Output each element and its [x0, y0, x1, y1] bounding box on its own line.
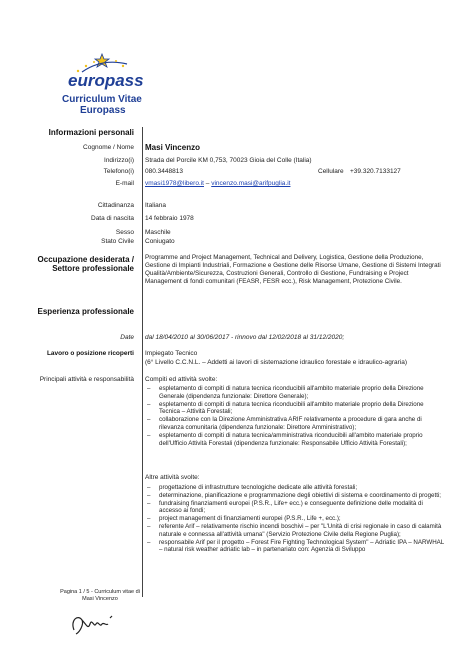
label-attivita: Principali attività e responsabilità — [39, 376, 134, 383]
label-sesso: Sesso — [115, 229, 134, 236]
label-cognome-nome: Cognome / Nome — [83, 144, 134, 151]
occupazione-title-line1: Occupazione desiderata / — [37, 255, 134, 264]
value-lavoro-line1: Impiegato Tecnico — [145, 350, 198, 357]
label-indirizzo: Indirizzo(i) — [104, 157, 134, 164]
column-divider — [142, 127, 143, 597]
email-link-1[interactable]: vmasi1978@libero.it — [145, 180, 204, 187]
label-stato-civile: Stato Civile — [101, 238, 134, 245]
occupazione-text: Programme and Project Management, Technical and Delivery, Logistica, Gestione della Produzione, Gestione di Impianti Industriali, Formazione e Gestione delle Risorse Umane, Gestione di Sistemi Integrati Qualità/Ambiente/Sicurezza, Costruzioni Generali, Controllo di Gestione, Fundraising e Project Management di fondi comunitari (FEASR, FESR ecc.), Risk Management, Protezione Civile. — [145, 254, 441, 285]
altre-intro: Altre attività svolte: — [145, 474, 200, 481]
value-cognome-nome: Masi Vincenzo — [145, 143, 200, 152]
cv-title-line2: Europass — [80, 105, 126, 116]
label-date: Date — [120, 334, 134, 341]
compiti-item-text: espletamento di compiti di natura tecnica/amministrativa riconducibili all'ambito materiale proprio dell'Ufficio Attività Forestali (dipendenza funzionale: Responsabile Ufficio Attività Forestali); — [159, 431, 423, 447]
altre-list — [145, 484, 445, 554]
list-item — [145, 500, 445, 516]
signature — [68, 610, 128, 640]
value-data-nascita: 14 febbraio 1978 — [145, 215, 194, 222]
section-esperienza: Esperienza professionale — [37, 307, 134, 316]
label-cellulare: Cellulare — [318, 168, 344, 175]
cv-title — [62, 94, 142, 116]
europass-logo — [60, 52, 150, 92]
value-lavoro-line2: (6° Livello C.C.N.L. – Addetti ai lavori di sistemazione idraulico forestale e idraulico-agraria) — [145, 359, 407, 366]
compiti-item-text: espletamento di compiti di natura tecnica riconducibili all'ambito materiale proprio della Direzione Tecnica – Attività Forestali; — [159, 400, 424, 416]
altre-item-text: progettazione di infrastrutture tecnologiche dedicate alle attività forestali; — [159, 484, 358, 491]
cv-title-line1: Curriculum Vitae — [62, 94, 142, 105]
value-date: dal 18/04/2010 al 30/06/2017 - rinnovo dal 12/02/2018 al 31/12/2020; — [145, 334, 345, 341]
section-occupazione — [38, 255, 134, 273]
value-sesso: Maschile — [145, 229, 171, 236]
logo-text: europass — [68, 71, 144, 90]
footer-line2: Masi Vincenzo — [82, 596, 118, 602]
email-link-2[interactable]: vincenzo.masi@arifpuglia.it — [211, 180, 291, 187]
list-item — [145, 484, 445, 492]
label-telefono: Telefono(i) — [103, 168, 134, 175]
altre-item-text: fundraising finanziamenti europei (P.S.R., Life+ ecc.) e conseguente definizione delle modalità di accesso ai fondi; — [159, 499, 423, 515]
value-stato-civile: Coniugato — [145, 238, 175, 245]
list-item — [145, 515, 445, 523]
email-row — [145, 180, 290, 187]
list-item — [145, 492, 445, 500]
compiti-list — [145, 385, 445, 447]
footer-line1: Pagina 1 / 5 - Curriculum vitae di — [60, 589, 140, 595]
altre-item-text: referente Arif – relativamente rischio incendi boschivi – per "L'Unità di crisi regionale in caso di calamità naturale e connessa all'attività umana" (Servizio Protezione Civile della Regione Puglia); — [159, 522, 442, 538]
altre-item-text: project management di finanziamenti europei (P.S.R., Life +, ecc.); — [159, 515, 341, 523]
value-indirizzo: Strada del Porcile KM 0,753, 70023 Gioia del Colle (Italia) — [145, 157, 312, 164]
section-informazioni-personali: Informazioni personali — [48, 128, 134, 137]
label-email: E-mail — [115, 180, 134, 187]
altre-item-text: determinazione, pianificazione e programmazione degli obiettivi di sistema e coordinamento di progetti; — [159, 491, 442, 499]
list-item — [145, 539, 445, 555]
label-cittadinanza: Cittadinanza — [97, 202, 134, 209]
value-telefono: 080.3448813 — [145, 168, 183, 175]
value-cellulare: +39.320.7133127 — [350, 168, 401, 175]
list-item — [145, 523, 445, 539]
list-item — [145, 385, 445, 401]
list-item — [145, 432, 445, 448]
label-data-nascita: Data di nascita — [91, 215, 134, 222]
list-item — [145, 416, 445, 432]
compiti-intro: Compiti ed attività svolte: — [145, 376, 218, 383]
email-separator: – — [204, 180, 212, 187]
value-cittadinanza: Italiana — [145, 202, 166, 209]
altre-item-text: responsabile Arif per il progetto – Forest Fire Fighting Technological System" – Adriatic IPA – NARWHAL – natural risk weather adriatic lab – in partenariato con: Agenzia di Sviluppo — [159, 538, 445, 554]
label-lavoro: Lavoro o posizione ricoperti — [46, 350, 134, 357]
occupazione-title-line2: Settore professionale — [52, 264, 134, 273]
list-item — [145, 401, 445, 417]
compiti-item-text: espletamento di compiti di natura tecnica riconducibili all'ambito materiale proprio della Direzione Generale (dipendenza funzionale: Direttore Generale); — [159, 385, 424, 400]
page-footer — [60, 589, 140, 603]
compiti-item-text: collaborazione con la Direzione Amministrativa ARIF relativamente a procedure di gara anche di rilevanza comunitaria (dipendenza funzionale: Direttore Amministrativo); — [159, 416, 422, 431]
